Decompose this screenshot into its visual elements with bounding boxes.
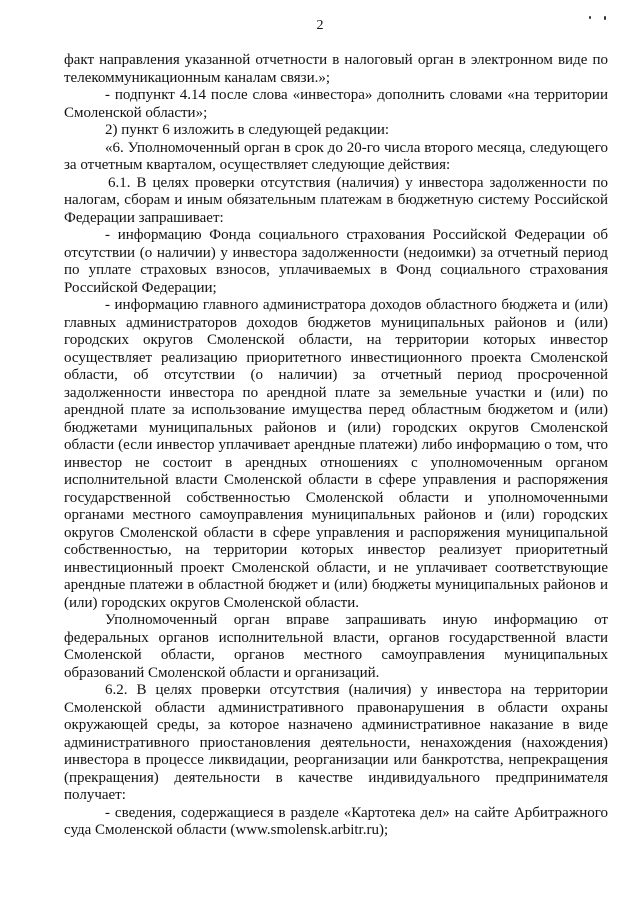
text-line: (или) городских округов Смоленской области. — [64, 594, 360, 611]
text-line: области (если инвестор уплачивает арендные платежи) либо информацию о том, что — [64, 437, 608, 453]
text-line: - подпункт 4.14 после слова «инвестора» дополнить словами «на территории — [105, 87, 608, 103]
text-line: Уполномоченный орган вправе запрашивать иную информацию от — [105, 612, 608, 628]
text-line: за отчетным кварталом, осуществляет следующие действия: — [64, 157, 451, 173]
text-line: инвестора в процессе ликвидации, реорганизации или банкротства, непрекращения — [64, 752, 608, 768]
text-line: суда Смоленской области (www.smolensk.arbitr.ru); — [64, 822, 389, 838]
text-line: отсутствии (о наличии) у инвестора задолженности (недоимки) за отчетный период — [64, 244, 608, 261]
text-line: арендные платежи в областной бюджет и (или) бюджеты муниципальных районов и — [64, 577, 608, 593]
text-line: главных администраторов доходов бюджетов муниципальных районов и (или) — [64, 314, 608, 331]
text-line: налогам, сборам и иным обязательным платежам в бюджетную систему Российской — [64, 192, 608, 208]
text-line: 2) пункт 6 изложить в следующей редакции: — [105, 122, 390, 138]
text-line: по уплате страховых взносов, уплачиваемых в Фонд социального страхования — [64, 262, 608, 278]
text-line: федеральных органов исполнительной власти, органов государственной власти — [64, 629, 608, 646]
text-line: Российской Федерации; — [64, 279, 217, 296]
scan-speck — [604, 16, 606, 20]
text-line: 6.2. В целях проверки отсутствия (наличия) у инвестора на территории — [105, 682, 608, 698]
text-line: Смоленской области, органов местного самоуправления муниципальных — [64, 647, 608, 663]
text-line: осуществляет реализацию приоритетного инвестиционного проекта Смоленской — [64, 349, 608, 366]
text-line: телекоммуникационным каналам связи.»; — [64, 69, 331, 86]
text-line: области, об отсутствии (о наличии) за отчетный период просроченной — [64, 367, 608, 383]
text-line: получает: — [64, 787, 126, 803]
text-line: образований Смоленской области и организаций. — [64, 664, 380, 681]
text-line: городских округов Смоленской области, на территории которых инвестор — [64, 332, 608, 348]
text-line: органами местного самоуправления муниципальных районов и (или) городских — [64, 507, 608, 523]
scan-speck — [589, 16, 591, 19]
text-line: собственностью, на территории которых инвестор реализует приоритетный — [64, 542, 608, 558]
text-line: Смоленской области административного правонарушения в области охраны — [64, 699, 608, 716]
text-line: Смоленской области»; — [64, 104, 208, 121]
text-line: инвестор не состоит в арендных отношениях с уполномоченным органом — [64, 454, 608, 471]
text-line: - сведения, содержащиеся в разделе «Картотека дел» на сайте Арбитражного — [105, 804, 608, 821]
text-line: инвестиционный проект Смоленской области, и не уплачивает соответствующие — [64, 559, 608, 576]
text-line: Федерации запрашивает: — [64, 209, 224, 226]
text-line: административного приостановления деятельности, ненахождения (нахождения) — [64, 734, 608, 751]
text-line: исполнительной власти Смоленской области в сфере управления и распоряжения — [64, 472, 608, 488]
text-line: арендной плате за использование имущества перед областным бюджетом и (или) — [64, 402, 608, 418]
text-line: окружающей среды, за которое назначено административное наказание в виде — [64, 717, 608, 733]
text-line: бюджетами муниципальных районов и (или) городских округов Смоленской — [64, 419, 608, 436]
text-line: государственной собственностью Смоленской области и уполномоченными — [64, 489, 608, 506]
text-line: 6.1. В целях проверки отсутствия (наличия) у инвестора задолженности по — [108, 174, 608, 191]
document-body — [64, 52, 608, 840]
text-line: - информацию главного администратора доходов областного бюджета и (или) — [105, 297, 608, 313]
page-number: 2 — [316, 18, 324, 33]
text-line: факт направления указанной отчетности в налоговый орган в электронном виде по — [64, 52, 608, 68]
text-line: задолженности инвестора по арендной плате за земельные участки и (или) по — [64, 384, 608, 401]
text-line: (прекращения) деятельности в качестве индивидуального предпринимателя — [64, 769, 608, 786]
text-line: округов Смоленской области в сфере управления и распоряжения муниципальной — [64, 524, 608, 541]
text-line: «6. Уполномоченный орган в срок до 20-го числа второго месяца, следующего — [105, 139, 608, 156]
text-line: - информацию Фонда социального страхования Российской Федерации об — [105, 227, 608, 243]
